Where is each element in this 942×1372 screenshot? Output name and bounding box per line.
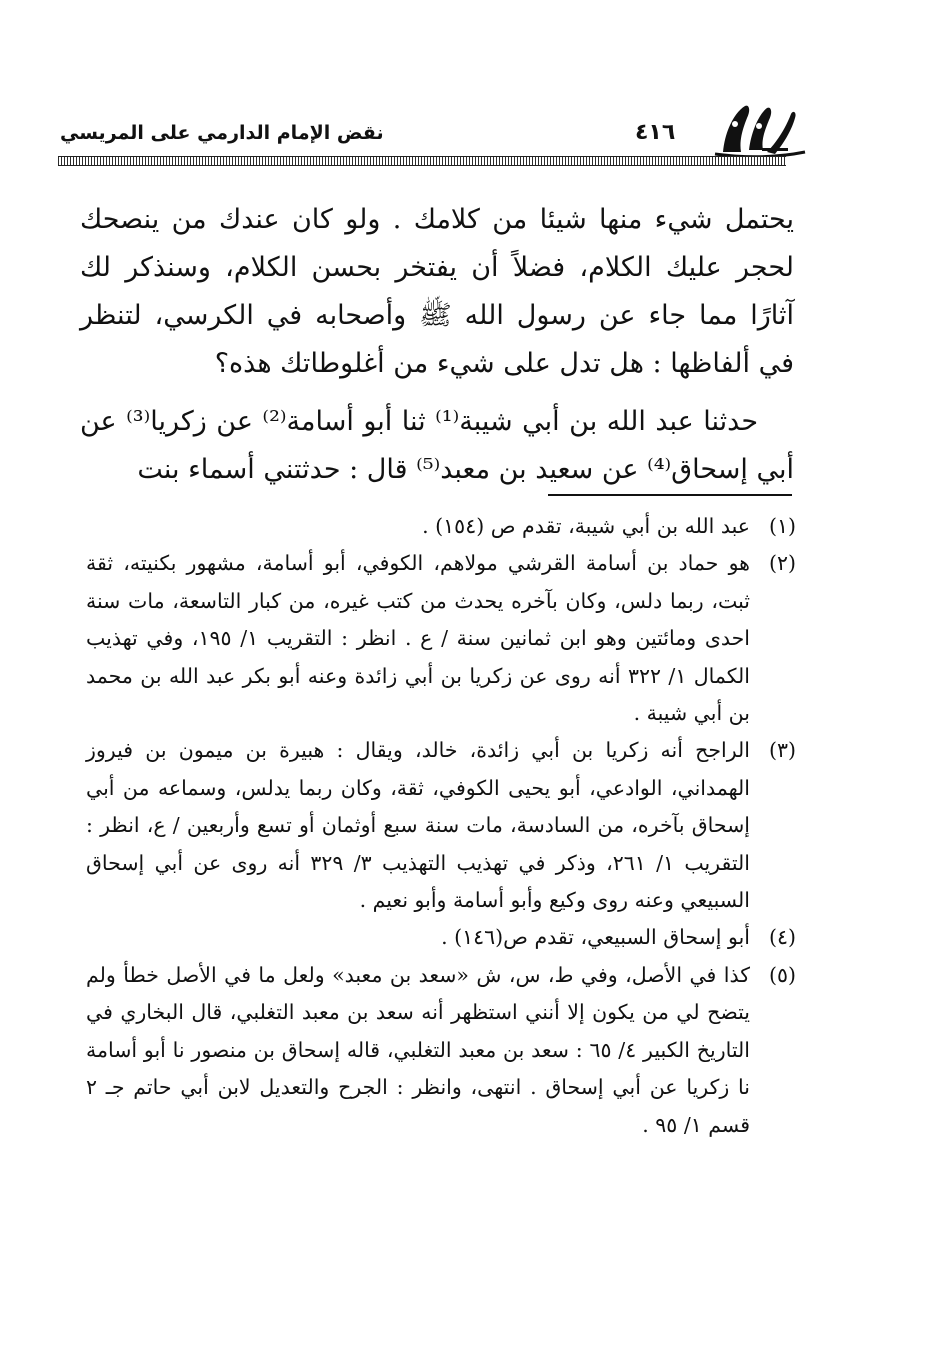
main-paragraph-2: حدثنا عبد الله بن أبي شيبة⁽¹⁾ ثنا أبو أسامة⁽²⁾ عن زكريا⁽³⁾ عن أبي إسحاق⁽⁴⁾ عن سعيد بن معبد⁽⁵⁾ قال : حدثتني أسماء بنت: [80, 406, 794, 485]
footnote-number: (١): [768, 514, 796, 538]
footnote-text: هو حماد بن أسامة القرشي مولاهم، الكوفي، أبو أسامة، مشهور بكنيته، ثقة ثبت، ربما دلس، وكان بآخره يحدث من كتب غيره، من كبار التاسعة، مات سنة احدى ومائتين وهو ابن ثمانين سنة / ع . انظر : التقريب ١/ ١٩٥، وفي تهذيب الكمال ١/ ٣٢٢ أنه روى عن زكريا بن أبي زائدة وعنه أبو بكر عبد الله بن محمد بن أبي شيبة .: [86, 551, 750, 726]
footnote: [86, 919, 796, 956]
footnote: [86, 508, 796, 545]
footnote-text: كذا في الأصل، وفي ط، س، ش «سعد بن معبد» ولعل ما في الأصل خطأ ولم يتضح لي من يكون إلا أنني استظهر أنه سعد بن معبد التغلبي، قال البخاري في التاريخ الكبير ٤/ ٦٥ : سعد بن معبد التغلبي، قاله إسحاق بن منصور نا أبو أسامة نا زكريا عن أبي إسحاق . انتهى، وانظر : الجرح والتعديل لابن أبي حاتم جـ ٢ قسم ١/ ٩٥ .: [86, 962, 750, 1137]
footnote-separator: [548, 494, 792, 496]
footnote-text: أبو إسحاق السبيعي، تقدم ص(١٤٦) .: [441, 925, 750, 950]
page-number: ٤١٦: [635, 120, 676, 145]
header-rule-accent: [762, 148, 788, 151]
footnote-text: عبد الله بن أبي شيبة، تقدم ص (١٥٤) .: [422, 514, 750, 538]
footnotes: [86, 508, 796, 1144]
main-text: [80, 196, 794, 494]
footnote: [86, 545, 796, 732]
footnote: [86, 732, 796, 919]
running-title: نقض الإمام الدارمي على المريسي: [60, 122, 384, 144]
calligraphy-ornament-icon: [705, 100, 815, 160]
header-rule: [58, 156, 786, 166]
main-paragraph-1: يحتمل شيء منها شيئا من كلامك . ولو كان عندك من ينصحك لحجر عليك الكلام، فضلاً أن يفتخر بحسن الكلام، وسنذكر لك آثارًا مما جاء عن رسول الله ﷺ وأصحابه في الكرسي، لتنظر في ألفاظها : هل تدل على شيء من أغلوطاتك هذه؟: [80, 204, 794, 379]
footnote-number: (٢): [768, 551, 796, 576]
footnote-number: (٥): [768, 962, 796, 987]
footnote-number: (٤): [768, 925, 796, 950]
footnote-number: (٣): [768, 738, 796, 763]
footnote: [86, 957, 796, 1144]
page-header: [60, 100, 820, 160]
footnote-text: الراجح أنه زكريا بن أبي زائدة، خالد، ويقال : هبيرة بن ميمون بن فيروز الهمداني، الوادعي، أبو يحيى الكوفي، ثقة، وكان ربما يدلس، وسماعه من أبي إسحاق بآخره، من السادسة، مات سنة سبع أوثمان أو تسع وأربعين / ع، انظر : التقريب ١/ ٢٦١، وذكر في تهذيب التهذيب ٣/ ٣٢٩ أنه روى عن أبي إسحاق السبيعي وعنه روى وكيع وأبو أسامة وأبو نعيم .: [86, 738, 750, 913]
